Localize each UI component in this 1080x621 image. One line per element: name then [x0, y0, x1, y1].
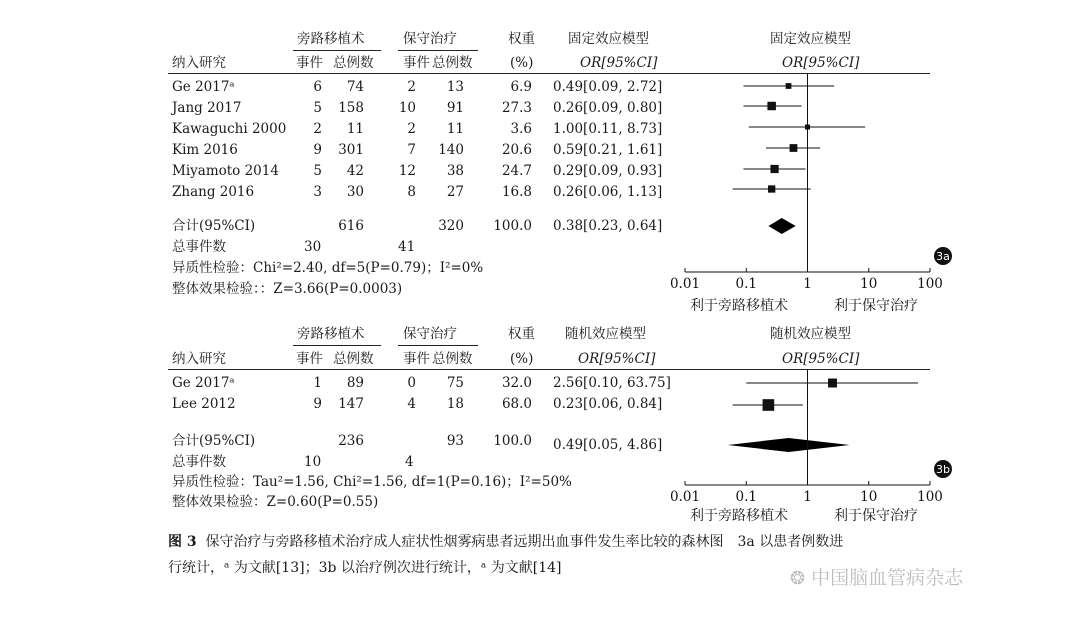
x-tick-label: 10 — [860, 276, 878, 292]
panel-tag-label: 3b — [936, 463, 950, 476]
overall-effect-test: 整体效果检验：Z=0.60(P=0.55) — [172, 494, 379, 510]
cell-e2: 12 — [398, 163, 416, 179]
cell-or: 0.49[0.09, 2.72] — [553, 79, 663, 95]
cell-n1: 42 — [346, 163, 364, 179]
cell-e1: 6 — [313, 79, 322, 95]
weight-header: 权重 — [508, 326, 535, 342]
x-tick-label: 0.01 — [669, 276, 701, 292]
total-weight: 100.0 — [493, 433, 532, 449]
events-2: 41 — [398, 239, 416, 255]
caption-text-2: 行统计，ᵃ 为文献[13]；3b 以治疗例次进行统计，ᵃ 为文献[14] — [168, 560, 562, 576]
cell-or: 2.56[0.10, 63.75] — [553, 375, 671, 391]
caption-text-1: 保守治疗与旁路移植术治疗成人症状性烟雾病患者远期出血事件发生率比较的森林图 3a 以患者例数进 — [205, 534, 844, 550]
group1-header: 旁路移植术 — [297, 326, 365, 342]
cell-e1: 1 — [313, 375, 322, 391]
point-estimate — [770, 165, 778, 173]
cell-or: 0.23[0.06, 0.84] — [553, 396, 663, 412]
cell-e2: 7 — [407, 142, 416, 158]
x-tick-label: 100 — [917, 489, 943, 505]
cell-study: Kawaguchi 2000 — [172, 121, 287, 137]
pooled-diamond — [768, 218, 795, 234]
figure-caption-line1 — [168, 529, 1028, 555]
cell-e1: 5 — [313, 100, 322, 116]
total-weight: 100.0 — [493, 218, 532, 234]
figure-label: 图 3 — [168, 534, 197, 550]
x-tick-label: 100 — [917, 276, 943, 292]
watermark — [790, 563, 963, 590]
x-tick-label: 0.1 — [735, 489, 757, 505]
study-header: 纳入研究 — [172, 55, 226, 71]
cell-study: Miyamoto 2014 — [172, 163, 279, 179]
model-header: 固定效应模型 — [568, 31, 649, 47]
cell-e2: 10 — [398, 100, 416, 116]
or-header: OR[95%CI] — [580, 55, 658, 71]
cell-e1: 5 — [313, 163, 322, 179]
favours-right: 利于保守治疗 — [834, 298, 918, 314]
cell-e1: 9 — [313, 142, 322, 158]
cell-w: 3.6 — [510, 121, 532, 137]
cell-or: 0.26[0.09, 0.80] — [553, 100, 663, 116]
cell-study: Ge 2017ᵃ — [172, 79, 235, 95]
cell-n1: 89 — [346, 375, 364, 391]
pooled-diamond — [728, 438, 850, 452]
events-header-1: 事件 — [296, 55, 323, 71]
x-tick-label: 10 — [860, 489, 878, 505]
cell-n1: 301 — [338, 142, 364, 158]
events-1: 30 — [304, 239, 322, 255]
cell-n1: 11 — [346, 121, 364, 137]
study-header: 纳入研究 — [172, 351, 226, 367]
point-estimate — [768, 185, 775, 192]
point-estimate — [763, 399, 775, 411]
events-header-2: 事件 — [403, 55, 430, 71]
events-1: 10 — [304, 454, 322, 470]
model-header: 随机效应模型 — [565, 326, 646, 342]
total-label: 合计(95%CI) — [172, 433, 256, 449]
total-or: 0.49[0.05, 4.86] — [553, 437, 663, 453]
cell-n1: 158 — [338, 100, 364, 116]
cell-n2: 11 — [446, 121, 464, 137]
cell-w: 68.0 — [501, 396, 532, 412]
total-n2: 93 — [446, 433, 464, 449]
cell-e2: 2 — [407, 79, 416, 95]
point-estimate — [828, 379, 837, 388]
cell-study: Ge 2017ᵃ — [172, 375, 235, 391]
x-tick-label: 0.1 — [735, 276, 757, 292]
heterogeneity-test: 异质性检验：Tau²=1.56, Chi²=1.56, df=1(P=0.16)；I²=50% — [172, 474, 572, 490]
point-estimate — [790, 144, 798, 152]
favours-left: 利于旁路移植术 — [690, 298, 788, 314]
cell-w: 24.7 — [501, 163, 532, 179]
cell-e1: 9 — [313, 396, 322, 412]
cell-study: Zhang 2016 — [172, 184, 255, 200]
cell-study: Kim 2016 — [172, 142, 238, 158]
x-tick-label: 1 — [803, 489, 812, 505]
cell-n2: 75 — [446, 375, 464, 391]
weight-unit: (%) — [510, 55, 534, 71]
cell-e2: 8 — [407, 184, 416, 200]
cell-n2: 140 — [438, 142, 464, 158]
heterogeneity-test: 异质性检验：Chi²=2.40, df=5(P=0.79)；I²=0% — [172, 260, 484, 276]
point-estimate — [767, 102, 775, 110]
wechat-icon: ❂ — [790, 568, 806, 589]
cell-n2: 91 — [446, 100, 464, 116]
forest-plot-b — [670, 370, 952, 505]
or-header: OR[95%CI] — [578, 351, 656, 367]
panel-tag-label: 3a — [936, 250, 950, 263]
total-n1: 236 — [338, 433, 364, 449]
total-n1: 616 — [338, 218, 364, 234]
group1-header: 旁路移植术 — [297, 31, 365, 47]
x-tick-label: 0.01 — [669, 489, 701, 505]
total-label: 合计(95%CI) — [172, 218, 256, 234]
x-tick-label: 1 — [803, 276, 812, 292]
cell-e1: 3 — [313, 184, 322, 200]
cell-w: 32.0 — [501, 375, 532, 391]
cell-study: Lee 2012 — [172, 396, 236, 412]
weight-header: 权重 — [508, 31, 535, 47]
cell-n2: 27 — [446, 184, 464, 200]
point-estimate — [786, 83, 792, 89]
total-header-1: 总例数 — [333, 351, 374, 367]
total-header-2: 总例数 — [432, 351, 473, 367]
cell-n1: 30 — [346, 184, 364, 200]
group2-header: 保守治疗 — [403, 326, 457, 342]
cell-e2: 0 — [407, 375, 416, 391]
cell-n2: 18 — [446, 396, 464, 412]
group2-header: 保守治疗 — [403, 31, 457, 47]
cell-n2: 38 — [446, 163, 464, 179]
cell-or: 0.59[0.21, 1.61] — [553, 142, 663, 158]
favours-left: 利于旁路移植术 — [690, 508, 788, 524]
cell-n2: 13 — [446, 79, 464, 95]
cell-w: 20.6 — [501, 142, 532, 158]
favours-right: 利于保守治疗 — [834, 508, 918, 524]
cell-e2: 4 — [407, 396, 416, 412]
forest-plot-a — [670, 74, 952, 292]
total-n2: 320 — [438, 218, 464, 234]
weight-unit: (%) — [510, 351, 534, 367]
cell-w: 6.9 — [510, 79, 532, 95]
overall-effect-test: 整体效果检验：：Z=3.66(P=0.0003) — [172, 281, 403, 297]
cell-n1: 74 — [346, 79, 364, 95]
total-header-2: 总例数 — [432, 55, 473, 71]
plot-header: 随机效应模型 — [770, 326, 851, 342]
cell-or: 0.26[0.06, 1.13] — [553, 184, 663, 200]
events-label: 总事件数 — [172, 239, 226, 255]
plot-header: 固定效应模型 — [770, 31, 851, 47]
cell-e2: 2 — [407, 121, 416, 137]
cell-or: 1.00[0.11, 8.73] — [553, 121, 663, 137]
total-or: 0.38[0.23, 0.64] — [553, 218, 663, 234]
cell-study: Jang 2017 — [172, 100, 242, 116]
events-label: 总事件数 — [172, 454, 226, 470]
events-header-2: 事件 — [403, 351, 430, 367]
plot-or-header: OR[95%CI] — [782, 55, 860, 71]
events-header-1: 事件 — [296, 351, 323, 367]
watermark-text: 中国脑血管病杂志 — [811, 567, 964, 589]
events-2: 4 — [405, 454, 414, 470]
cell-e1: 2 — [313, 121, 322, 137]
cell-w: 16.8 — [501, 184, 532, 200]
cell-or: 0.29[0.09, 0.93] — [553, 163, 663, 179]
cell-w: 27.3 — [501, 100, 532, 116]
total-header-1: 总例数 — [333, 55, 374, 71]
cell-n1: 147 — [338, 396, 364, 412]
plot-or-header: OR[95%CI] — [782, 351, 860, 367]
